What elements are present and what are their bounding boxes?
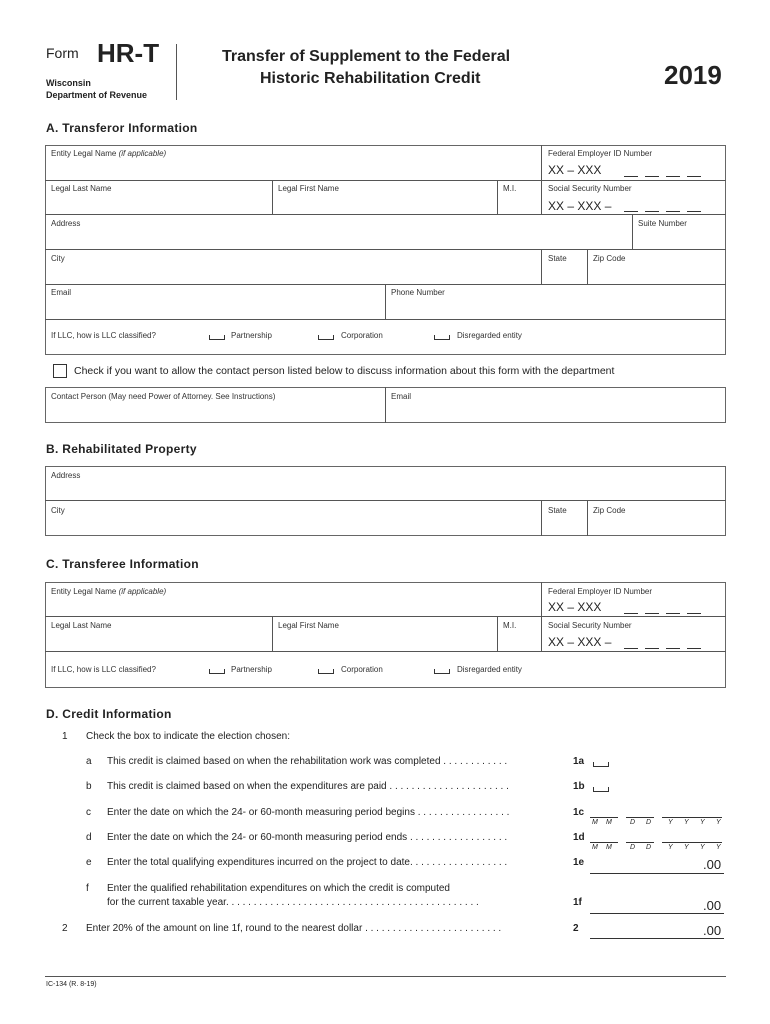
a-first-name-label: Legal First Name [278, 184, 339, 193]
line1a-text: This credit is claimed based on when the rehabilitation work was completed . . . . . . . . . . . . [107, 756, 508, 767]
c-entity-label: Entity Legal Name (if applicable) [51, 587, 167, 596]
line1d-text: Enter the date on which the 24- or 60-month measuring period ends . . . . . . . . . . . . . . . . . . [107, 832, 508, 843]
a-fein-blank-1[interactable] [624, 176, 638, 177]
line1b-number: 1b [573, 781, 585, 792]
line1b-letter: b [86, 781, 92, 792]
form-title-line2: Historic Rehabilitation Credit [260, 70, 481, 87]
tax-year: 2019 [664, 60, 722, 90]
a-mi-label: M.I. [503, 184, 517, 193]
a-llc-partnership-label: Partnership [231, 331, 272, 340]
b-zip-label: Zip Code [593, 506, 626, 515]
line1c-day-field[interactable] [626, 817, 654, 818]
line1a-letter: a [86, 756, 92, 767]
contact-consent-checkbox[interactable] [53, 364, 67, 378]
a-llc-partnership-box[interactable] [209, 335, 225, 340]
c-llc-corporation-label: Corporation [341, 665, 383, 674]
a-email-label: Email [51, 288, 72, 297]
c-ssn-mask: XX – XXX – [548, 635, 612, 649]
line1f-cents: .00 [703, 898, 722, 913]
line1c-letter: c [86, 807, 91, 818]
a-fein-mask: XX – XXX [548, 163, 602, 177]
c-fein-mask: XX – XXX [548, 600, 602, 614]
c-fein-blank-2[interactable] [645, 613, 659, 614]
a-address-label: Address [51, 219, 81, 228]
a-phone-label: Phone Number [391, 288, 445, 297]
line1c-text: Enter the date on which the 24- or 60-month measuring period begins . . . . . . . . . . . . . . . . . [107, 807, 510, 818]
section-a-heading: A. Transferor Information [46, 121, 198, 135]
line1-number: 1 [62, 731, 68, 742]
a-llc-question: If LLC, how is LLC classified? [51, 331, 156, 340]
c-ssn-blank-3[interactable] [666, 648, 680, 649]
c-mi-label: M.I. [503, 621, 517, 630]
agency-line1: Wisconsin [46, 78, 91, 88]
line1f-letter: f [86, 883, 89, 894]
line2-text: Enter 20% of the amount on line 1f, round to the nearest dollar . . . . . . . . . . . . . . . . . . . . . . . . . [86, 923, 502, 934]
line1d-date-caption: M M D D Y Y Y Y [592, 844, 721, 851]
line2-amount-field[interactable] [590, 938, 724, 939]
header-divider [176, 44, 177, 100]
c-first-name-label: Legal First Name [278, 621, 339, 630]
a-llc-disregarded-label: Disregarded entity [457, 331, 522, 340]
form-code: HR-T [97, 38, 160, 68]
c-ssn-blank-1[interactable] [624, 648, 638, 649]
c-last-name-label: Legal Last Name [51, 621, 112, 630]
a-fein-label: Federal Employer ID Number [548, 149, 653, 158]
line1f-text1: Enter the qualified rehabilitation expenditures on which the credit is computed [107, 883, 450, 894]
b-city-label: City [51, 506, 65, 515]
footer-rule [45, 976, 726, 977]
a-suite-label: Suite Number [638, 219, 687, 228]
b-state-label: State [548, 506, 567, 515]
a-state-label: State [548, 254, 567, 263]
line2-cents: .00 [703, 923, 722, 938]
section-c-heading: C. Transferee Information [46, 557, 199, 571]
line1a-checkbox[interactable] [593, 762, 609, 767]
c-ssn-blank-2[interactable] [645, 648, 659, 649]
section-d-heading: D. Credit Information [46, 707, 172, 721]
contact-consent-text: Check if you want to allow the contact person listed below to discuss information about this form with the department [74, 365, 615, 377]
line1e-letter: e [86, 857, 92, 868]
line1e-number: 1e [573, 857, 585, 868]
line1-text: Check the box to indicate the election chosen: [86, 731, 291, 742]
a-city-label: City [51, 254, 65, 263]
a-ssn-label: Social Security Number [548, 184, 632, 193]
line1f-number: 1f [573, 897, 582, 908]
contact-person-label: Contact Person (May need Power of Attorney. See Instructions) [51, 392, 276, 401]
c-fein-blank-1[interactable] [624, 613, 638, 614]
section-b-heading: B. Rehabilitated Property [46, 442, 197, 456]
line2-number: 2 [573, 923, 579, 934]
a-last-name-label: Legal Last Name [51, 184, 112, 193]
c-ssn-blank-4[interactable] [687, 648, 701, 649]
c-llc-question: If LLC, how is LLC classified? [51, 665, 156, 674]
a-llc-disregarded-box[interactable] [434, 335, 450, 340]
a-llc-corporation-box[interactable] [318, 335, 334, 340]
c-llc-partnership-box[interactable] [209, 669, 225, 674]
line1d-year-field[interactable] [662, 842, 722, 843]
a-fein-blank-2[interactable] [645, 176, 659, 177]
line1d-month-field[interactable] [590, 842, 618, 843]
a-entity-label: Entity Legal Name (if applicable) [51, 149, 167, 158]
line1d-number: 1d [573, 832, 585, 843]
line2-number-left: 2 [62, 923, 68, 934]
a-ssn-blank-1[interactable] [624, 211, 638, 212]
line1c-number: 1c [573, 807, 585, 818]
line1c-month-field[interactable] [590, 817, 618, 818]
section-b-grid [45, 466, 726, 536]
a-ssn-blank-2[interactable] [645, 211, 659, 212]
a-entity-field[interactable] [46, 160, 540, 179]
line1f-text2: for the current taxable year. . . . . . . . . . . . . . . . . . . . . . . . . . . . . . . . . . . . . . . . . . . . . . [107, 897, 479, 908]
line1d-letter: d [86, 832, 92, 843]
line1a-number: 1a [573, 756, 585, 767]
c-fein-blank-3[interactable] [666, 613, 680, 614]
a-ssn-blank-3[interactable] [666, 211, 680, 212]
line1c-date-caption: M M D D Y Y Y Y [592, 819, 721, 826]
form-id: IC-134 (R. 8-19) [46, 981, 97, 988]
a-ssn-blank-4[interactable] [687, 211, 701, 212]
line1f-amount-field[interactable] [590, 913, 724, 914]
a-fein-blank-4[interactable] [687, 176, 701, 177]
line1b-text: This credit is claimed based on when the expenditures are paid . . . . . . . . . . . . . . . . . . . . . . [107, 781, 509, 792]
c-llc-partnership-label: Partnership [231, 665, 272, 674]
form-word: Form [46, 45, 79, 61]
contact-email-label: Email [391, 392, 412, 401]
a-llc-corporation-label: Corporation [341, 331, 383, 340]
a-fein-blank-3[interactable] [666, 176, 680, 177]
line1c-year-field[interactable] [662, 817, 722, 818]
form-title-line1: Transfer of Supplement to the Federal [222, 48, 511, 65]
a-ssn-mask: XX – XXX – [548, 199, 612, 213]
a-zip-label: Zip Code [593, 254, 626, 263]
line1d-day-field[interactable] [626, 842, 654, 843]
c-fein-label: Federal Employer ID Number [548, 587, 653, 596]
b-address-label: Address [51, 471, 81, 480]
c-llc-disregarded-box[interactable] [434, 669, 450, 674]
c-llc-disregarded-label: Disregarded entity [457, 665, 522, 674]
agency-line2: Department of Revenue [46, 90, 148, 100]
line1b-checkbox[interactable] [593, 787, 609, 792]
c-ssn-label: Social Security Number [548, 621, 632, 630]
line1e-amount-field[interactable] [590, 873, 724, 874]
line1e-text: Enter the total qualifying expenditures incurred on the project to date. . . . . . . . . . . . . . . . . . [107, 857, 508, 868]
c-fein-blank-4[interactable] [687, 613, 701, 614]
c-llc-corporation-box[interactable] [318, 669, 334, 674]
line1e-cents: .00 [703, 857, 722, 872]
